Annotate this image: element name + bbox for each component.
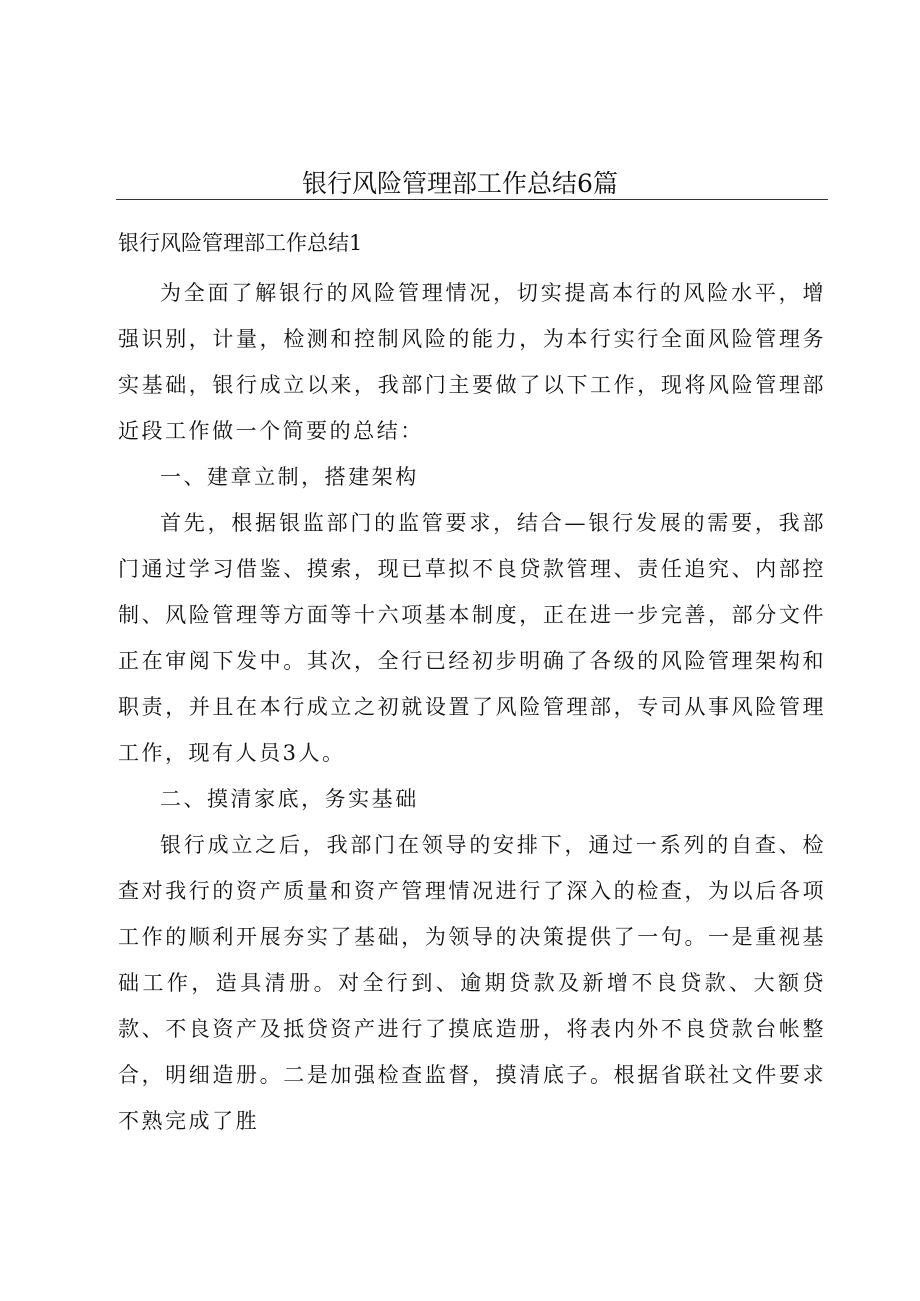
paragraph-section-1: 首先，根据银监部门的监管要求，结合—银行发展的需要，我部门通过学习借鉴、摸索，现已草拟不良贷款管理、责任追究、内部控制、风险管理等方面等十六项基本制度，正在进一步完善，部分文件正在审阅下发中。其次，全行已经初步明确了各级的风险管理架构和职责，并且在本行成立之初就设置了风险管理部，专司从事风险管理工作，现有人员3人。	[118, 511, 826, 765]
heading-section-1: 一、建章立制，搭建架构	[160, 465, 419, 489]
title-underline	[116, 199, 828, 200]
document-title: 银行风险管理部工作总结6篇	[302, 169, 618, 198]
document-body	[118, 270, 826, 1144]
heading-section-2: 二、摸清家底，务实基础	[160, 787, 419, 811]
paragraph-intro: 为全面了解银行的风险管理情况，切实提高本行的风险水平，增强识别，计量，检测和控制风险的能力，为本行实行全面风险管理务实基础，银行成立以来，我部门主要做了以下工作，现将风险管理部近段工作做一个简要的总结：	[118, 281, 826, 443]
paragraph-section-2: 银行成立之后，我部门在领导的安排下，通过一系列的自查、检查对我行的资产质量和资产管理情况进行了深入的检查，为以后各项工作的顺利开展夯实了基础，为领导的决策提供了一句。一是重视基础工作，造具清册。对全行到、逾期贷款及新增不良贷款、大额贷款、不良资产及抵贷资产进行了摸底造册，将表内外不良贷款台帐整合，明细造册。二是加强检查监督，摸清底子。根据省联社文件要求不熟完成了胜	[118, 833, 826, 1133]
section-subtitle: 银行风险管理部工作总结1	[118, 231, 363, 255]
